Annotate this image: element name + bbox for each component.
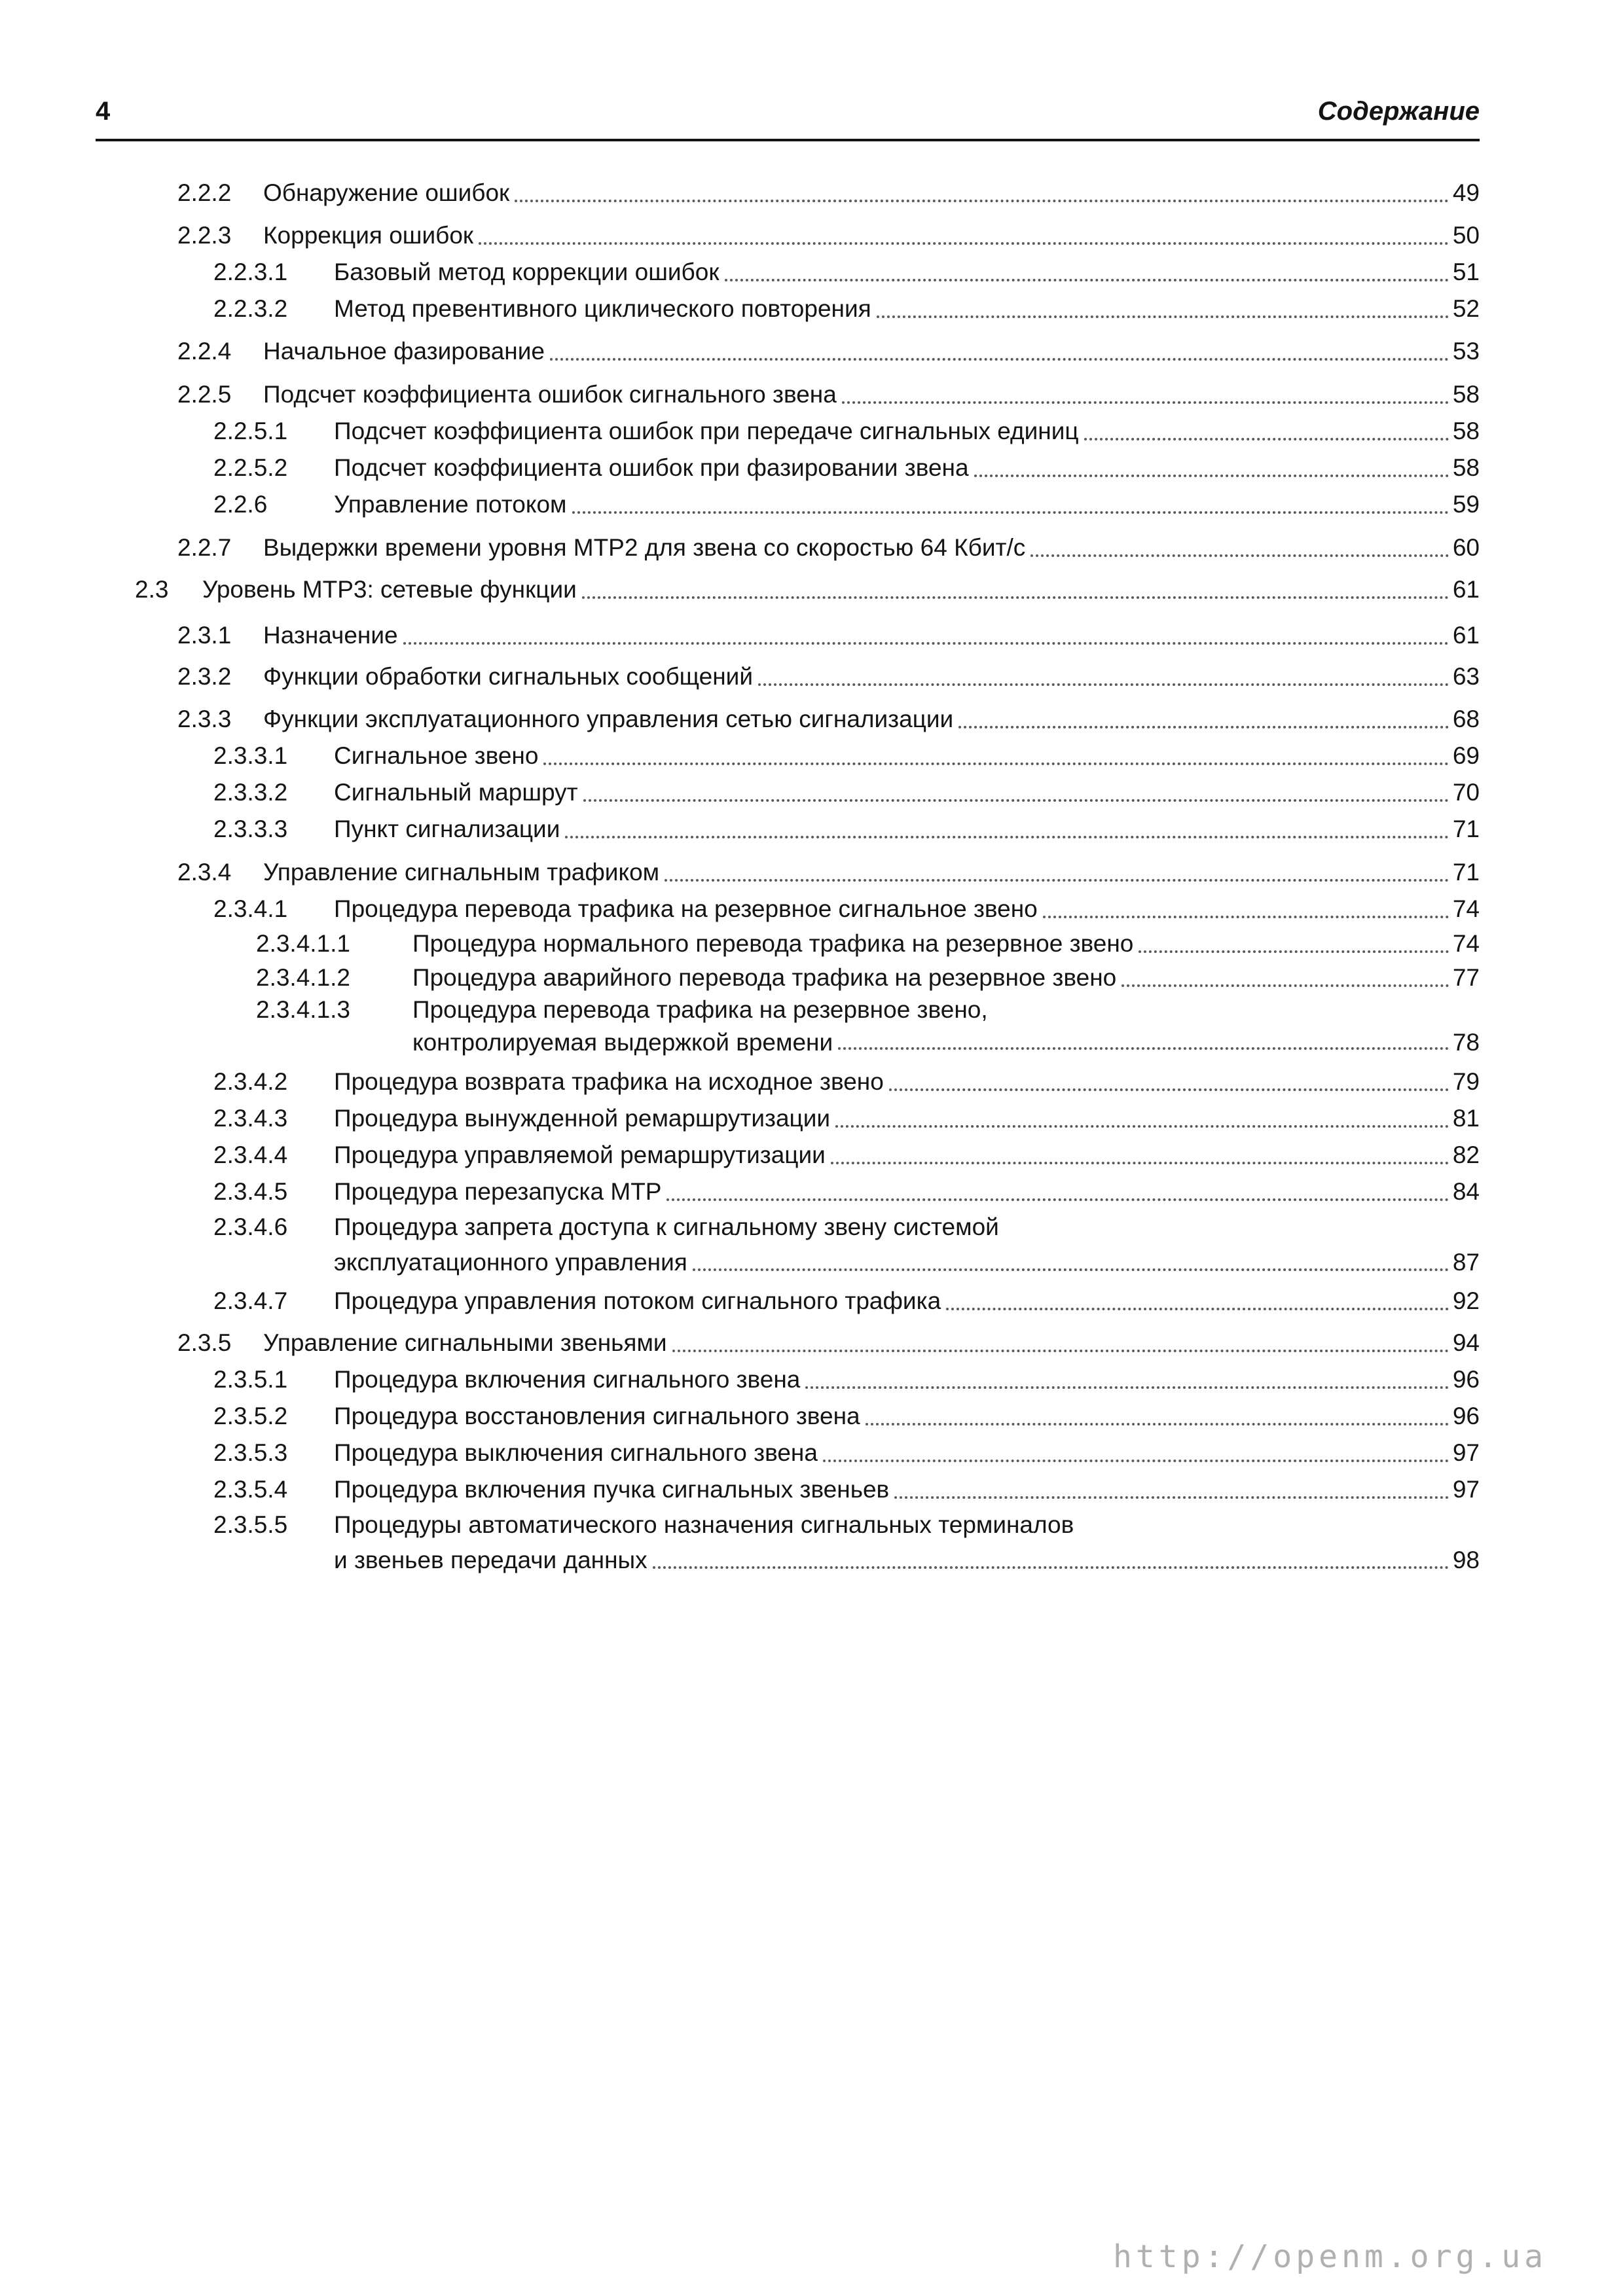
toc-number: 2.3.2 [177, 663, 232, 690]
toc-entry[interactable] [0, 450, 1623, 486]
toc-number: 2.3.4.1.3 [256, 996, 351, 1023]
toc-number: 2.3.4 [177, 859, 232, 886]
toc-entry[interactable] [0, 217, 1623, 254]
toc-page: 58 [1452, 454, 1480, 481]
toc-entry[interactable] [0, 1325, 1623, 1361]
toc-page: 61 [1452, 622, 1480, 649]
toc-number: 2.2.7 [177, 534, 232, 561]
toc-title: Управление потоком [334, 491, 567, 518]
toc-number: 2.3.5.2 [213, 1403, 288, 1429]
toc-page: 58 [1452, 381, 1480, 408]
toc-number: 2.3 [135, 576, 169, 603]
toc-page: 49 [1452, 179, 1480, 206]
toc-title: Процедура возврата трафика на исходное звено [334, 1068, 884, 1095]
toc-number: 2.2.3 [177, 222, 232, 249]
dot-leader [672, 1350, 1449, 1352]
toc-number: 2.2.5 [177, 381, 232, 408]
toc-page: 70 [1452, 779, 1480, 806]
toc-page: 61 [1452, 576, 1480, 603]
toc-number: 2.3.4.5 [213, 1178, 288, 1205]
dot-leader [894, 1496, 1449, 1499]
toc-entry[interactable] [0, 529, 1623, 566]
toc-title: Процедуры автоматического назначения сигнальных терминалов [334, 1511, 1074, 1538]
toc-number: 2.3.4.1 [213, 895, 288, 922]
toc-page: 59 [1452, 491, 1480, 518]
toc-entry[interactable] [0, 1435, 1623, 1471]
toc-entry[interactable] [0, 1174, 1623, 1210]
toc-title: Процедура вынужденной ремаршрутизации [334, 1105, 831, 1132]
toc-number: 2.3.3.2 [213, 779, 288, 806]
toc-title: Подсчет коэффициента ошибок при передаче сигнальных единиц [334, 418, 1079, 444]
dot-leader [946, 1308, 1449, 1310]
toc-entry[interactable] [0, 1471, 1623, 1508]
toc-page: 58 [1452, 418, 1480, 444]
toc-page: 74 [1452, 895, 1480, 922]
toc-page: 84 [1452, 1178, 1480, 1205]
toc-number: 2.2.4 [177, 338, 232, 365]
toc-entry[interactable] [0, 413, 1623, 450]
toc-title: Начальное фазирование [263, 338, 545, 365]
toc-title: Управление сигнальным трафиком [263, 859, 660, 886]
toc-entry[interactable] [0, 1064, 1623, 1100]
toc-entry[interactable] [0, 1507, 1623, 1579]
dot-leader [515, 200, 1449, 202]
toc-page: 52 [1452, 295, 1480, 322]
toc-entry[interactable] [0, 738, 1623, 774]
toc-entry[interactable] [0, 175, 1623, 211]
toc-number: 2.2.2 [177, 179, 232, 206]
dot-leader [665, 879, 1449, 882]
toc-number: 2.3.4.3 [213, 1105, 288, 1132]
toc-page: 82 [1452, 1141, 1480, 1168]
toc-title: Процедура перезапуска МТР [334, 1178, 662, 1205]
toc-entry[interactable] [0, 1361, 1623, 1398]
toc-title-continued: контролируемая выдержкой времени [412, 1029, 833, 1056]
dot-leader [831, 1162, 1449, 1164]
dot-leader [842, 401, 1449, 404]
toc-title: Процедура управления потоком сигнального трафика [334, 1287, 941, 1314]
toc-number: 2.3.5.4 [213, 1476, 288, 1503]
toc-title: Управление сигнальными звеньями [263, 1329, 667, 1356]
toc-entry[interactable] [0, 891, 1623, 927]
toc-number: 2.2.5.1 [213, 418, 288, 444]
toc-title: Функции эксплуатационного управления сетью сигнализации [263, 706, 954, 732]
toc-number: 2.3.3 [177, 706, 232, 732]
toc-title: Процедура включения пучка сигнальных звеньев [334, 1476, 890, 1503]
dot-leader [889, 1088, 1449, 1091]
dot-leader [565, 836, 1448, 838]
toc-number: 2.3.1 [177, 622, 232, 649]
dot-leader [572, 511, 1449, 514]
toc-entry[interactable] [0, 1100, 1623, 1137]
toc-entry[interactable] [0, 1398, 1623, 1435]
toc-number: 2.3.4.1.1 [256, 930, 351, 957]
toc-entry[interactable] [0, 1137, 1623, 1174]
dot-leader [877, 315, 1449, 318]
toc-entry[interactable] [0, 617, 1623, 654]
dot-leader [974, 475, 1449, 477]
toc-title: Функции обработки сигнальных сообщений [263, 663, 754, 690]
toc-entry[interactable] [0, 811, 1623, 848]
toc-number: 2.3.3.1 [213, 742, 288, 769]
toc-entry[interactable] [0, 1283, 1623, 1319]
dot-leader [835, 1125, 1449, 1128]
toc-number: 2.2.3.1 [213, 259, 288, 285]
dot-leader [1122, 984, 1449, 987]
toc-title: Процедура перевода трафика на резервное сигнальное звено [334, 895, 1038, 922]
toc-number: 2.3.4.6 [213, 1213, 288, 1240]
toc-page: 60 [1452, 534, 1480, 561]
toc-page: 98 [1452, 1547, 1480, 1573]
toc-entry[interactable] [0, 994, 1623, 1062]
dot-leader [479, 242, 1449, 245]
toc-number: 2.3.5.1 [213, 1366, 288, 1393]
toc-page: 53 [1452, 338, 1480, 365]
toc-page: 97 [1452, 1439, 1480, 1466]
toc-title: Коррекция ошибок [263, 222, 474, 249]
toc-page: 63 [1452, 663, 1480, 690]
toc-page: 77 [1452, 964, 1480, 991]
toc-entry[interactable] [0, 1210, 1623, 1282]
dot-leader [403, 642, 1449, 645]
dot-leader [725, 279, 1449, 281]
page-header [96, 86, 1480, 141]
toc-title: Базовый метод коррекции ошибок [334, 259, 720, 285]
toc-number: 2.3.4.4 [213, 1141, 288, 1168]
toc-title: Процедура аварийного перевода трафика на резервное звено [412, 964, 1117, 991]
toc-page: 94 [1452, 1329, 1480, 1356]
toc-page: 78 [1452, 1029, 1480, 1056]
toc-number: 2.3.4.7 [213, 1287, 288, 1314]
toc-title: Процедура восстановления сигнального звена [334, 1403, 860, 1429]
dot-leader [1084, 438, 1449, 440]
dot-leader [805, 1386, 1449, 1389]
toc-entry[interactable] [0, 658, 1623, 695]
toc-entry[interactable] [0, 254, 1623, 291]
toc-page: 69 [1452, 742, 1480, 769]
toc-entry[interactable] [0, 486, 1623, 523]
toc-number: 2.3.5.3 [213, 1439, 288, 1466]
dot-leader [838, 1047, 1449, 1050]
toc-title: Уровень МТР3: сетевые функции [202, 576, 577, 603]
running-title: Содержание [1317, 97, 1480, 126]
dot-leader [550, 358, 1449, 361]
toc-entry[interactable] [0, 376, 1623, 413]
watermark: http://openm.org.ua [1113, 2238, 1548, 2275]
toc-title: Назначение [263, 622, 398, 649]
toc-number: 2.3.3.3 [213, 816, 288, 842]
toc-page: 71 [1452, 816, 1480, 842]
toc-page: 87 [1452, 1249, 1480, 1276]
toc-page: 74 [1452, 930, 1480, 957]
dot-leader [958, 726, 1449, 728]
toc-entry[interactable] [0, 925, 1623, 962]
dot-leader [823, 1460, 1449, 1462]
toc-page: 97 [1452, 1476, 1480, 1503]
toc-title: Подсчет коэффициента ошибок сигнального звена [263, 381, 837, 408]
toc-entry[interactable] [0, 774, 1623, 811]
dot-leader [543, 762, 1448, 765]
toc-title-continued: и звеньев передачи данных [334, 1547, 647, 1573]
page-number: 4 [96, 97, 111, 126]
dot-leader [583, 799, 1449, 802]
dot-leader [1043, 916, 1449, 918]
toc-number: 2.2.6 [213, 491, 268, 518]
dot-leader [653, 1566, 1449, 1569]
toc-page: 81 [1452, 1105, 1480, 1132]
toc-title: Процедура выключения сигнального звена [334, 1439, 818, 1466]
toc-title: Процедура перевода трафика на резервное звено, [412, 996, 988, 1023]
dot-leader [1030, 554, 1449, 557]
toc-number: 2.3.5.5 [213, 1511, 288, 1538]
toc-page: 71 [1452, 859, 1480, 886]
dot-leader [758, 683, 1449, 686]
toc-page: 79 [1452, 1068, 1480, 1095]
toc-page: 96 [1452, 1366, 1480, 1393]
toc-entry[interactable] [0, 960, 1623, 996]
toc-entry[interactable] [0, 854, 1623, 891]
toc-title: Процедура запрета доступа к сигнальному звену системой [334, 1213, 999, 1240]
dot-leader [582, 596, 1449, 599]
toc-number: 2.3.4.2 [213, 1068, 288, 1095]
toc-page: 96 [1452, 1403, 1480, 1429]
toc-page: 51 [1452, 259, 1480, 285]
toc-entry[interactable] [0, 333, 1623, 370]
toc-entry[interactable] [0, 571, 1623, 608]
toc-title: Подсчет коэффициента ошибок при фазировании звена [334, 454, 969, 481]
toc-number: 2.3.5 [177, 1329, 232, 1356]
toc-title: Процедура нормального перевода трафика на резервное звено [412, 930, 1134, 957]
toc-title: Обнаружение ошибок [263, 179, 510, 206]
dot-leader [693, 1268, 1449, 1271]
toc-title: Метод превентивного циклического повторения [334, 295, 871, 322]
dot-leader [666, 1198, 1448, 1201]
toc-title: Выдержки времени уровня МТР2 для звена со скоростью 64 Кбит/с [263, 534, 1026, 561]
toc-number: 2.2.3.2 [213, 295, 288, 322]
toc-title: Сигнальный маршрут [334, 779, 578, 806]
toc-title: Процедура управляемой ремаршрутизации [334, 1141, 826, 1168]
toc-page: 92 [1452, 1287, 1480, 1314]
toc-title-continued: эксплуатационного управления [334, 1249, 687, 1276]
dot-leader [866, 1423, 1449, 1426]
toc-title: Процедура включения сигнального звена [334, 1366, 801, 1393]
toc-number: 2.2.5.2 [213, 454, 288, 481]
toc-title: Сигнальное звено [334, 742, 539, 769]
dot-leader [1139, 950, 1448, 953]
toc-title: Пункт сигнализации [334, 816, 560, 842]
toc-entry[interactable] [0, 291, 1623, 327]
toc-entry[interactable] [0, 701, 1623, 738]
toc-page: 68 [1452, 706, 1480, 732]
toc-page: 50 [1452, 222, 1480, 249]
toc-number: 2.3.4.1.2 [256, 964, 351, 991]
